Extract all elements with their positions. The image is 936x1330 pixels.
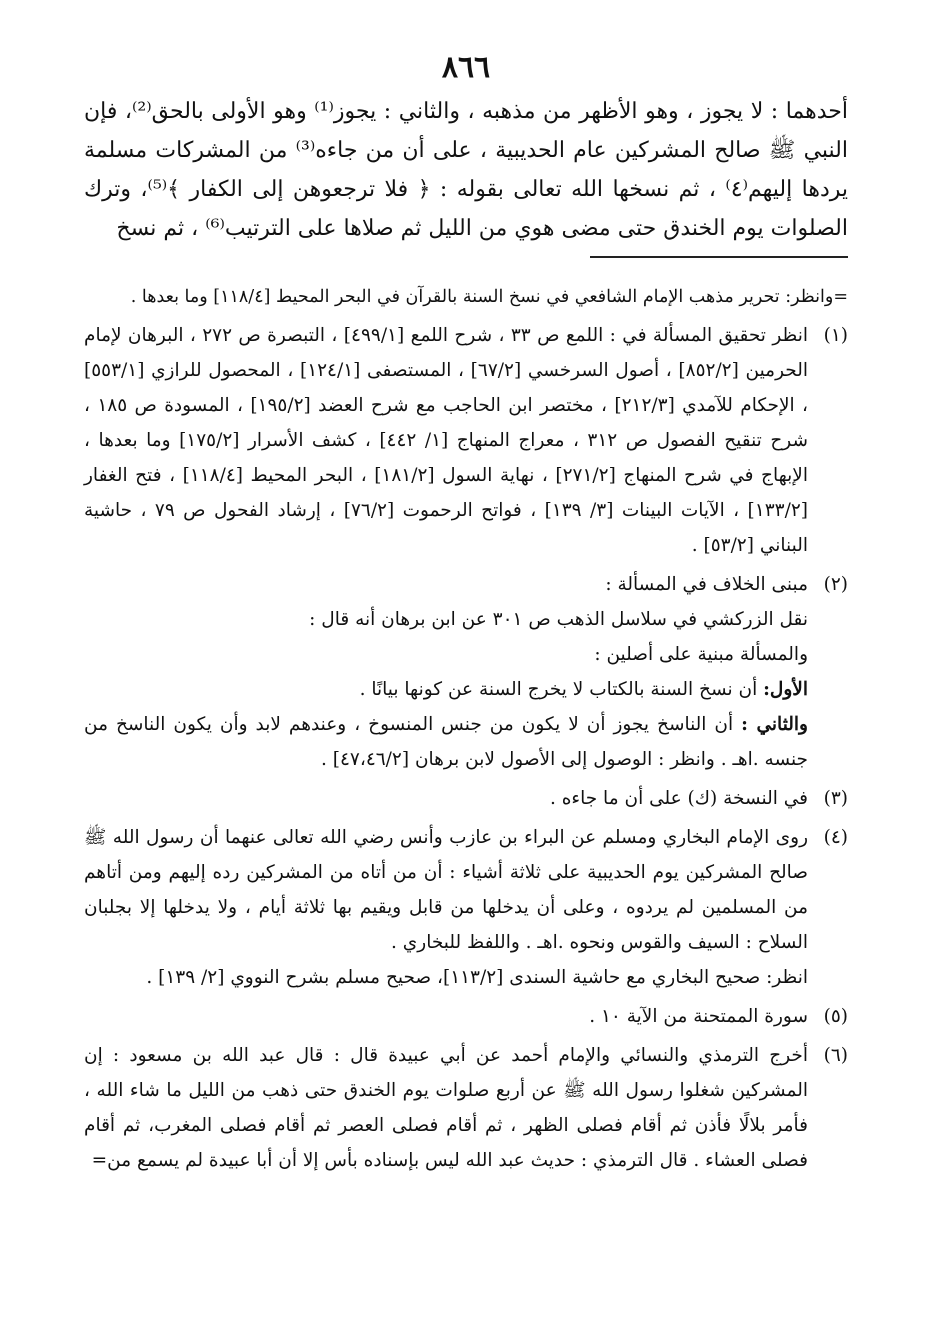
footnote-point <box>84 707 808 777</box>
footnote-divider <box>590 256 848 258</box>
footnote-text: روى الإمام البخاري ومسلم عن البراء بن عازب وأنس رضي الله تعالى عنهما أن رسول الله ﷺ صالح المشركين يوم الحديبية على ثلاثة أشياء : أن من أتاه من المشركين رده إليهم ومن أتاهم من المسلمين لم يردوه ، وعلى أن يدخلها من قابل ويقيم بها ثلاثة أيام ، ولا يدخلها إلا بجلبان السلاح : السيف والقوس ونحوه .اهـ . واللفظ للبخاري . <box>84 827 808 953</box>
footnote-continuation: =وانظر: تحرير مذهب الإمام الشافعي في نسخ السنة بالقرآن في البحر المحيط [١١٨/٤] وما بعدها . <box>130 287 848 307</box>
footnote-number: (٤) <box>823 827 848 848</box>
footnote-2 <box>84 567 848 777</box>
footnote-4 <box>84 820 848 995</box>
footnote-point <box>84 672 808 707</box>
point-text: أن الناسخ يجوز أن لا يكون من جنس المنسوخ ، وعندهم لابد وأن يكون الناسخ من جنسه .اهـ . وانظر : الوصول إلى الأصول لابن برهان [٤٧،٤٦/٢] . <box>84 714 808 770</box>
point-label: الأول: <box>763 679 808 700</box>
footnote-3 <box>84 781 848 816</box>
footnote-number: (٥) <box>823 1006 848 1027</box>
footnote-1 <box>84 318 848 563</box>
footnote-text: نقل الزركشي في سلاسل الذهب ص ٣٠١ عن ابن برهان أنه قال : <box>309 609 808 630</box>
point-text: أن نسخ السنة بالكتاب لا يخرج السنة عن كونها بيانًا . <box>359 679 764 700</box>
footnote-text: مبنى الخلاف في المسألة : <box>605 574 808 595</box>
footnote-text: في النسخة (ك) على أن ما جاءه . <box>549 788 808 809</box>
main-paragraph: أحدهما : لا يجوز ، وهو الأظهر من مذهبه ، والثاني : يجوز⁽¹⁾ وهو الأولى بالحق⁽²⁾، فإن النبي ﷺ صالح المشركين عام الحديبية ، على أن من جاءه⁽³⁾ من المشركات مسلمة يردها إليهم⁽٤⁾ ، ثم نسخها الله تعالى بقوله : ﴿ فلا ترجعوهن إلى الكفار ﴾⁽⁵⁾، وترك الصلوات يوم الخندق حتى مضى هوي من الليل ثم صلاها على الترتيب⁽⁶⁾ ، ثم نسخ <box>84 99 849 241</box>
footnote-5 <box>84 999 848 1034</box>
footnote-number: (٢) <box>823 574 848 595</box>
footnote-number: (٦) <box>823 1045 848 1066</box>
main-text <box>84 92 848 248</box>
footnote-number: (٣) <box>823 788 848 809</box>
page-number: ٨٦٦ <box>441 50 491 85</box>
footnote-text: انظر: صحيح البخاري مع حاشية السندى [١١٣/٢]، صحيح مسلم بشرح النووي [٢/ ١٣٩] . <box>146 967 808 988</box>
footnote-text: أخرج الترمذي والنسائي والإمام أحمد عن أبي عبيدة قال : قال عبد الله بن مسعود : إن المشركين شغلوا رسول الله ﷺ عن أربع صلوات يوم الخندق حتى ذهب من الليل ما شاء الله ، فأمر بلالًا فأذن ثم أقام فصلى الظهر ، ثم أقام فصلى العصر ثم أقام فصلى المغرب، ثم أقام فصلى العشاء . قال الترمذي : حديث عبد الله ليس بإسناده بأس إلا أن أبا عبيدة لم يسمع من= <box>84 1045 808 1171</box>
footnote-6 <box>84 1038 848 1178</box>
footnote-number: (١) <box>823 325 848 346</box>
footnote-text: انظر تحقيق المسألة في : اللمع ص ٣٣ ، شرح اللمع [٤٩٩/١] ، التبصرة ص ٢٧٢ ، البرهان لإمام الحرمين [٨٥٢/٢] ، أصول السرخسي [٦٧/٢] ، المستصفى [١٢٤/١] ، المحصول للرازي [٥٥٣/١] ، الإحكام للآمدي [٢١٢/٣] ، مختصر ابن الحاجب مع شرح العضد [١٩٥/٢] ، المسودة ص ١٨٥ ، شرح تنقيح الفصول ص ٣١٢ ، معراج المنهاج [١/ ٤٤٢] ، كشف الأسرار [١٧٥/٢] وما بعدها ، الإبهاج في شرح المنهاج [٢٧١/٢] ، نهاية السول [١٨١/٢] ، البحر المحيط [١١٨/٤] ، فتح الغفار [١٣٣/٢] ، الآيات البينات [٣/ ١٣٩] ، فواتح الرحموت [٧٦/٢] ، إرشاد الفحول ص ٧٩ ، حاشية البناني [٥٣/٢] . <box>84 325 808 556</box>
footnotes <box>84 280 848 1178</box>
footnote-text: والمسألة مبنية على أصلين : <box>594 644 808 665</box>
footnote-text: سورة الممتحنة من الآية ١٠ . <box>589 1006 808 1027</box>
point-label: والثاني : <box>741 714 808 735</box>
